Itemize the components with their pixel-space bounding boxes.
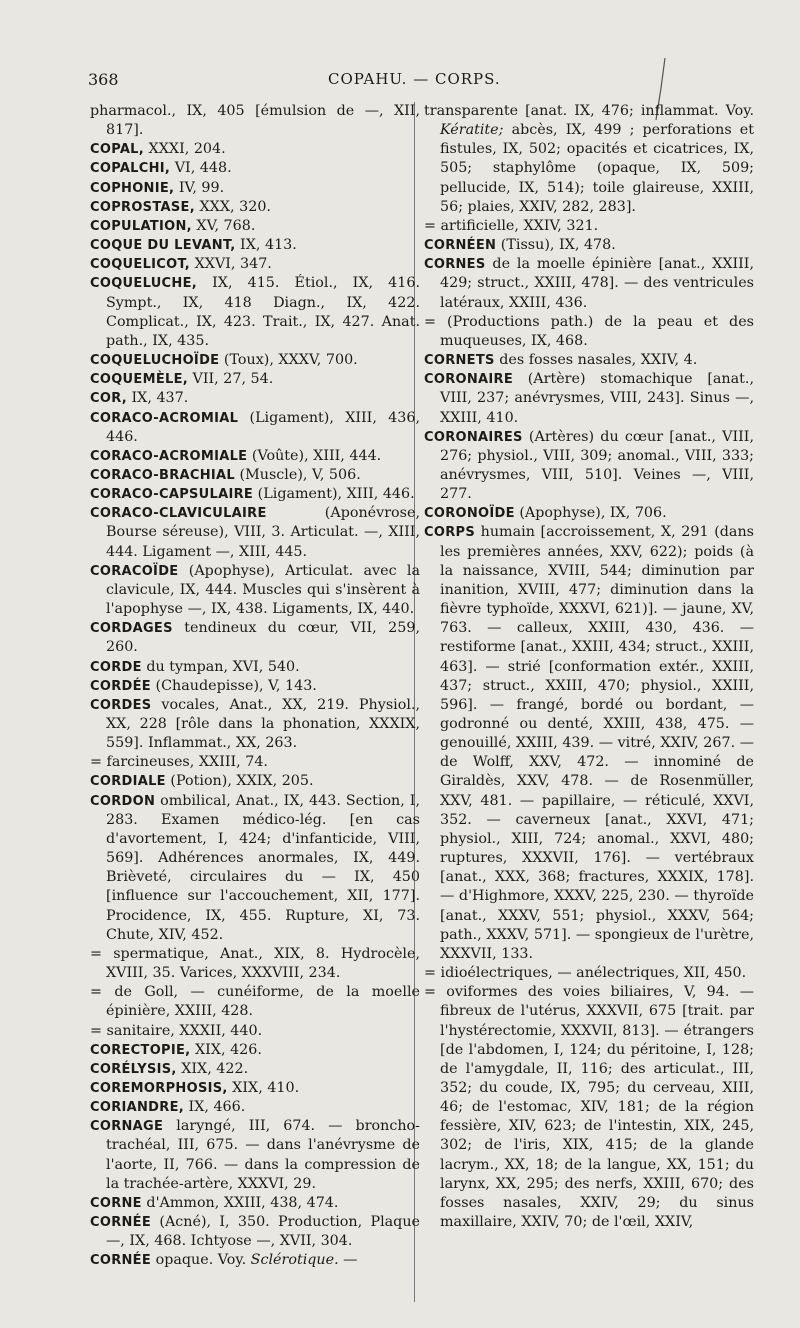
index-entry: [90, 772, 420, 791]
index-entry: [90, 619, 420, 657]
index-entry: [424, 523, 754, 964]
entry-headword: CORNÉEN: [424, 238, 497, 254]
index-entry: [424, 370, 754, 427]
entry-headword: COPALCHI,: [90, 161, 171, 177]
entry-text: XV, 768.: [191, 217, 256, 234]
index-entry: [90, 179, 420, 198]
index-entry: [90, 466, 420, 485]
entry-headword: CORNAGE: [90, 1119, 164, 1135]
entry-text: tendineux du cœur, VII, 259, 260.: [106, 620, 420, 656]
entry-text: = sanitaire, XXXII, 440.: [90, 1022, 263, 1039]
index-entry: [90, 504, 420, 561]
entry-text: (Ligament), XIII, 446.: [253, 486, 415, 503]
entry-headword: COREMORPHOSIS,: [90, 1080, 228, 1096]
entry-text: XIX, 410.: [227, 1079, 300, 1096]
entry-headword: CORACO-BRACHIAL: [90, 467, 235, 483]
entry-text: (Artères) du cœur [anat., VIII, 276; physiol., VIII, 309; anomal., VIII, 333; anévrysmes, VIII, 510]. Veines —, VIII, 277.: [440, 428, 754, 503]
running-title: COPAHU. — CORPS.: [328, 70, 501, 88]
entry-headword: CORDES: [90, 697, 152, 713]
entry-text: transparente [anat. IX, 476; inflammat. Voy.: [424, 103, 754, 119]
entry-text: XIX, 422.: [176, 1060, 249, 1077]
entry-headword: COQUELICOT,: [90, 257, 191, 273]
entry-headword: CORDE: [90, 659, 142, 675]
entry-headword: CORACOÏDE: [90, 563, 179, 579]
index-entry: [424, 236, 754, 255]
index-entry: [90, 389, 420, 408]
index-entry: [90, 351, 420, 370]
index-entry: [90, 255, 420, 274]
entry-text: XXXI, 204.: [144, 141, 226, 158]
index-entry: [424, 351, 754, 370]
index-entry: [424, 102, 754, 217]
index-entry: [90, 658, 420, 677]
entry-text-tail: abcès, IX, 499 ; perforations et fistules, IX, 502; opacités et cicatrices, IX, 505; staphylôme (opaque, IX, 509; pellucide, IX, 514); toile glaireuse, XXIII, 56; plaies, XXIV, 282, 283].: [440, 122, 754, 215]
right-column: [424, 102, 754, 1232]
index-entry: [424, 964, 754, 983]
index-entry: [90, 140, 420, 159]
entry-text: (Acné), I, 350. Production, Plaque —, IX, 468. Ichtyose —, XVII, 304.: [106, 1214, 420, 1250]
entry-text: vocales, Anat., XX, 219. Physiol., XX, 228 [rôle dans la phonation, XXXIX, 559]. Inflammat., XX, 263.: [106, 696, 420, 752]
entry-text: (Apophyse), IX, 706.: [514, 505, 667, 522]
index-entry: [90, 677, 420, 696]
entry-text: VI, 448.: [170, 160, 232, 177]
entry-text: (Chaudepisse), V, 143.: [150, 677, 317, 694]
entry-headword: CORÉLYSIS,: [90, 1061, 177, 1077]
entry-headword: COQUELUCHE,: [90, 276, 197, 292]
index-entry: [90, 198, 420, 217]
entry-text: (Muscle), V, 506.: [234, 466, 361, 483]
index-entry: [90, 1079, 420, 1098]
entry-headword: CORACO-ACROMIAL: [90, 410, 239, 426]
entry-italic-ref: Kératite;: [440, 122, 504, 139]
entry-text: laryngé, III, 674. — broncho-trachéal, III, 675. — dans l'anévrysme de l'aorte, II, 766. — dans la compression de la trachée-artère, XXXVI, 29.: [106, 1118, 420, 1192]
entry-headword: COQUE DU LEVANT,: [90, 238, 236, 254]
entry-text: (Ligament), XIII, 436, 446.: [106, 409, 420, 445]
entry-text: opaque. Voy.: [151, 1252, 251, 1269]
entry-headword: CORONAIRES: [424, 429, 523, 445]
entry-text: VII, 27, 54.: [188, 371, 274, 388]
entry-headword: CORECTOPIE,: [90, 1042, 191, 1058]
entry-headword: CORNETS: [424, 353, 495, 369]
entry-text: = (Productions path.) de la peau et des muqueuses, IX, 468.: [424, 313, 754, 349]
index-entry: [424, 313, 754, 351]
index-entry: [90, 1213, 420, 1251]
entry-text: = idioélectriques, — anélectriques, XII, 450.: [424, 965, 747, 982]
entry-text: IX, 415. Étiol., IX, 416. Sympt., IX, 418 Diagn., IX, 422. Complicat., IX, 423. Trait., IX, 427. Anat. path., IX, 435.: [106, 275, 420, 349]
entry-headword: COPULATION,: [90, 218, 192, 234]
index-entry: [90, 983, 420, 1021]
index-entry: [90, 792, 420, 945]
index-entry: [90, 217, 420, 236]
index-entry: [424, 428, 754, 505]
index-entry: [90, 370, 420, 389]
entry-headword: CORDIALE: [90, 774, 166, 790]
entry-text: (Potion), XXIX, 205.: [165, 773, 314, 790]
entry-headword: CORDAGES: [90, 621, 173, 637]
entry-text: (Tissu), IX, 478.: [496, 237, 616, 254]
entry-text: ombilical, Anat., IX, 443. Section, I, 283. Examen médico-lég. [en cas d'avortement, I, 424; d'infanticide, VIII, 569]. Adhérences anormales, IX, 449. Brièveté, circulaires du — IX, 450 [influence sur l'accouchement, XII, 177]. Procidence, IX, 455. Rupture, XI, 73. Chute, XIV, 452.: [106, 792, 420, 943]
index-entry: [424, 983, 754, 1232]
entry-headword: CORACO-ACROMIALE: [90, 448, 248, 464]
entry-text: XXX, 320.: [194, 198, 271, 215]
entry-headword: CORDON: [90, 793, 156, 809]
entry-text: (Voûte), XIII, 444.: [247, 447, 382, 464]
index-entry: [90, 102, 420, 140]
entry-text: = artificielle, XXIV, 321.: [424, 217, 599, 234]
entry-text: d'Ammon, XXIII, 438, 474.: [141, 1194, 339, 1211]
index-entry: [90, 1251, 420, 1270]
entry-text: IX, 466.: [184, 1099, 246, 1116]
entry-text: = spermatique, Anat., XIX, 8. Hydrocèle, XVIII, 35. Varices, XXXVIII, 234.: [90, 945, 420, 982]
index-entry: [90, 945, 420, 983]
index-entry: [90, 753, 420, 772]
entry-headword: CORNES: [424, 257, 486, 273]
entry-italic-ref: Sclérotique.: [250, 1252, 339, 1269]
entry-text: pharmacol., IX, 405 [émulsion de —, XII, 817].: [90, 103, 420, 139]
entry-text: des fosses nasales, XXIV, 4.: [494, 352, 698, 369]
entry-headword: CORONAIRE: [424, 372, 514, 388]
entry-headword: CORACO-CAPSULAIRE: [90, 487, 254, 503]
index-entry: [90, 236, 420, 255]
entry-headword: COPAL,: [90, 142, 145, 158]
index-entry: [424, 255, 754, 312]
entry-text: IV, 99.: [174, 179, 225, 196]
index-entry: [90, 1194, 420, 1213]
entry-text: (Artère) stomachique [anat., VIII, 237; anévrysmes, VIII, 243]. Sinus —, XXIII, 410.: [440, 371, 754, 426]
index-entry: [90, 409, 420, 447]
entry-headword: COQUELUCHOÏDE: [90, 353, 220, 369]
entry-text: = farcineuses, XXIII, 74.: [90, 754, 268, 771]
left-column: [90, 102, 420, 1271]
index-entry: [90, 447, 420, 466]
index-entry: [90, 485, 420, 504]
entry-headword: COPHONIE,: [90, 180, 175, 196]
index-entry: [424, 217, 754, 236]
index-entry: [90, 562, 420, 619]
entry-text: IX, 437.: [126, 390, 189, 407]
index-entry: [90, 1022, 420, 1041]
entry-text: XIX, 426.: [190, 1041, 262, 1058]
page-number: 368: [88, 70, 119, 89]
entry-text: (Apophyse), Articulat. avec la clavicule, IX, 444. Muscles qui s'insèrent à l'apophyse —, IX, 438. Ligaments, IX, 440.: [106, 562, 420, 618]
entry-headword: CORIANDRE,: [90, 1100, 184, 1116]
entry-headword: CORNE: [90, 1195, 142, 1211]
entry-text: humain [accroissement, X, 291 (dans les premières années, XXV, 622); poids (à la naissance, XVIII, 544; diminution par inanition, XVIII, 477; diminution dans la fièvre typhoïde, XXXVI, 621)]. — jaune, XV, 763. — calleux, XXIII, 430, 436. — restiforme [anat., XXIII, 434; struct., XXIII, 463]. — strié [conformation extér., XXIII, 437; struct., XXIII, 470; physiol., XXIII, 596]. — frangé, bordé ou bordant, — godronné ou denté, XXIII, 438, 475. — genouillé, XXIII, 439. — vitré, XXIV, 267. — de Wolff, XXV, 472. — innominé de Giraldès, XXV, 478. — de Rosenmüller, XXV, 481. — papillaire, — réticulé, XXVI, 352. — caverneux [anat., XXVI, 471; physiol., XIII, 724; anomal., XXVI, 480; ruptures, XXXVII, 176]. — vertébraux [anat., XXX, 368; fractures, XXXIX, 178]. — d'Highmore, XXXV, 225, 230. — thyroïde [anat., XXXV, 551; physiol., XXXV, 564; path., XXXV, 571]. — spongieux de l'urètre, XXXVII, 133.: [440, 524, 754, 962]
index-entry: [90, 1098, 420, 1117]
entry-text: de la moelle épinière [anat., XXIII, 429; struct., XXIII, 478]. — des ventricules latéraux, XXIII, 436.: [440, 256, 754, 311]
entry-headword: CORONOÏDE: [424, 506, 515, 522]
index-entry: [90, 1117, 420, 1194]
entry-text-tail: —: [338, 1252, 358, 1269]
entry-text: XXVI, 347.: [190, 256, 272, 273]
entry-headword: CORNÉE: [90, 1253, 152, 1269]
entry-headword: COQUEMÈLE,: [90, 372, 188, 388]
entry-headword: CORPS: [424, 525, 475, 541]
entry-headword: COR,: [90, 391, 127, 407]
entry-text: IX, 413.: [235, 237, 297, 254]
index-entry: [424, 504, 754, 523]
entry-headword: CORACO-CLAVICULAIRE: [90, 506, 267, 522]
index-entry: [90, 1041, 420, 1060]
index-entry: [90, 696, 420, 753]
index-entry: [90, 1060, 420, 1079]
index-entry: [90, 159, 420, 178]
entry-text: du tympan, XVI, 540.: [141, 658, 300, 675]
index-entry: [90, 274, 420, 351]
entry-text: = de Goll, — cunéiforme, de la moelle épinière, XXIII, 428.: [90, 984, 420, 1020]
entry-headword: CORNÉE: [90, 1215, 152, 1231]
entry-text: (Toux), XXXV, 700.: [219, 352, 358, 369]
entry-headword: COPROSTASE,: [90, 199, 195, 215]
entry-text: = oviformes des voies biliaires, V, 94. — fibreux de l'utérus, XXXVII, 675 [trait. par l'hystérectomie, XXXVII, 813]. — étrangers [de l'abdomen, I, 124; du péritoine, I, 128; de l'amygdale, II, 116; des articulat., III, 352; du coude, IX, 795; du cerveau, XIII, 46; de l'estomac, XIV, 181; de la région fessière, XIV, 623; de l'intestin, XIX, 245, 302; de l'iris, XIX, 415; de la glande lacrym., XX, 18; de la langue, XX, 151; du larynx, XX, 295; des nerfs, XXIII, 670; des fosses nasales, XXIV, 29; du sinus maxillaire, XXIV, 70; de l'œil, XXIV,: [424, 984, 754, 1231]
entry-text: (Aponévrose, Bourse séreuse), VIII, 3. Articulat. —, XIII, 444. Ligament —, XIII, 445.: [106, 505, 420, 560]
entry-headword: CORDÉE: [90, 678, 151, 694]
